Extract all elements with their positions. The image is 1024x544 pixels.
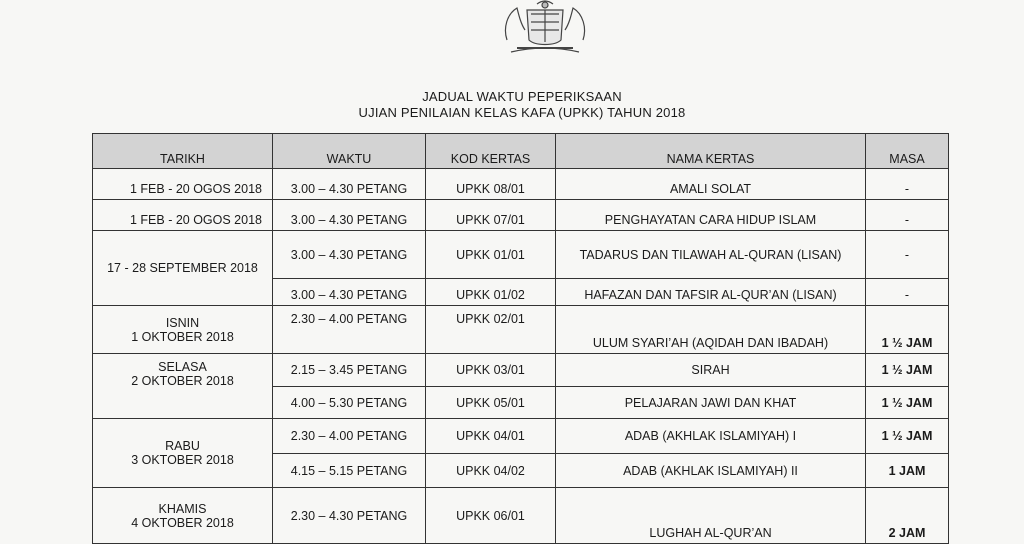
duration-cell: - <box>866 200 949 231</box>
time-cell: 3.00 – 4.30 PETANG <box>273 200 426 231</box>
date-text: 1 OKTOBER 2018 <box>131 329 234 344</box>
date-text: 4 OKTOBER 2018 <box>131 515 234 530</box>
code-cell: UPKK 04/02 <box>426 454 556 488</box>
time-cell: 4.00 – 5.30 PETANG <box>273 387 426 419</box>
date-text: 1 FEB - 20 OGOS 2018 <box>129 213 262 227</box>
column-header-time: WAKTU <box>273 134 426 169</box>
paper-cell: ULUM SYARI’AH (AQIDAH DAN IBADAH) <box>556 306 866 354</box>
date-cell <box>93 200 273 231</box>
code-cell: UPKK 01/01 <box>426 231 556 279</box>
date-cell <box>93 354 273 419</box>
paper-cell: LUGHAH AL-QUR’AN <box>556 488 866 544</box>
paper-cell: HAFAZAN DAN TAFSIR AL-QUR’AN (LISAN) <box>556 279 866 306</box>
paper-cell: PENGHAYATAN CARA HIDUP ISLAM <box>556 200 866 231</box>
day-name: KHAMIS <box>158 501 207 516</box>
duration-cell: - <box>866 279 949 306</box>
column-header-paper: NAMA KERTAS <box>556 134 866 169</box>
duration-cell: - <box>866 169 949 200</box>
table-row <box>93 354 949 387</box>
code-cell: UPKK 04/01 <box>426 419 556 454</box>
table-header-row <box>93 134 949 169</box>
table-row <box>93 488 949 544</box>
paper-cell: PELAJARAN JAWI DAN KHAT <box>556 387 866 419</box>
day-name: ISNIN <box>165 315 200 330</box>
paper-cell: ADAB (AKHLAK ISLAMIYAH) II <box>556 454 866 488</box>
paper-cell: AMALI SOLAT <box>556 169 866 200</box>
time-cell: 2.15 – 3.45 PETANG <box>273 354 426 387</box>
document-title: JADUAL WAKTU PEPERIKSAAN <box>422 89 622 104</box>
date-text: 3 OKTOBER 2018 <box>131 453 234 467</box>
exam-timetable <box>92 133 949 544</box>
time-cell: 2.30 – 4.30 PETANG <box>273 488 426 544</box>
column-header-code: KOD KERTAS <box>426 134 556 169</box>
date-cell <box>93 306 273 354</box>
code-cell: UPKK 07/01 <box>426 200 556 231</box>
code-cell: UPKK 08/01 <box>426 169 556 200</box>
time-cell: 4.15 – 5.15 PETANG <box>273 454 426 488</box>
code-cell: UPKK 02/01 <box>426 306 556 354</box>
paper-cell: SIRAH <box>556 354 866 387</box>
time-cell: 2.30 – 4.00 PETANG <box>273 306 426 354</box>
code-cell: UPKK 01/02 <box>426 279 556 306</box>
duration-cell: 1 ½ JAM <box>866 306 949 354</box>
table-row <box>93 306 949 354</box>
day-name: RABU <box>165 439 200 453</box>
time-cell: 3.00 – 4.30 PETANG <box>273 169 426 200</box>
table-row <box>93 419 949 454</box>
document-subtitle: UJIAN PENILAIAN KELAS KAFA (UPKK) TAHUN 2018 <box>358 105 686 120</box>
date-cell <box>93 169 273 200</box>
table-row <box>93 200 949 231</box>
time-cell: 3.00 – 4.30 PETANG <box>273 279 426 306</box>
duration-cell: 2 JAM <box>866 488 949 544</box>
time-cell: 2.30 – 4.00 PETANG <box>273 419 426 454</box>
duration-cell: - <box>866 231 949 279</box>
column-header-date: TARIKH <box>93 134 273 169</box>
date-text: 1 FEB - 20 OGOS 2018 <box>129 182 262 196</box>
duration-cell: 1 ½ JAM <box>866 354 949 387</box>
paper-cell: TADARUS DAN TILAWAH AL-QURAN (LISAN) <box>556 231 866 279</box>
date-text: 2 OKTOBER 2018 <box>131 374 234 388</box>
code-cell: UPKK 05/01 <box>426 387 556 419</box>
date-text: 17 - 28 SEPTEMBER 2018 <box>107 261 258 275</box>
date-cell <box>93 231 273 306</box>
malaysia-crest-icon <box>497 0 593 56</box>
duration-cell: 1 ½ JAM <box>866 387 949 419</box>
time-cell: 3.00 – 4.30 PETANG <box>273 231 426 279</box>
code-cell: UPKK 03/01 <box>426 354 556 387</box>
day-name: SELASA <box>158 360 207 374</box>
code-cell: UPKK 06/01 <box>426 488 556 544</box>
table-row <box>93 169 949 200</box>
column-header-duration: MASA <box>866 134 949 169</box>
date-cell <box>93 488 273 544</box>
paper-cell: ADAB (AKHLAK ISLAMIYAH) I <box>556 419 866 454</box>
table-row <box>93 231 949 279</box>
date-cell <box>93 419 273 488</box>
duration-cell: 1 JAM <box>866 454 949 488</box>
duration-cell: 1 ½ JAM <box>866 419 949 454</box>
